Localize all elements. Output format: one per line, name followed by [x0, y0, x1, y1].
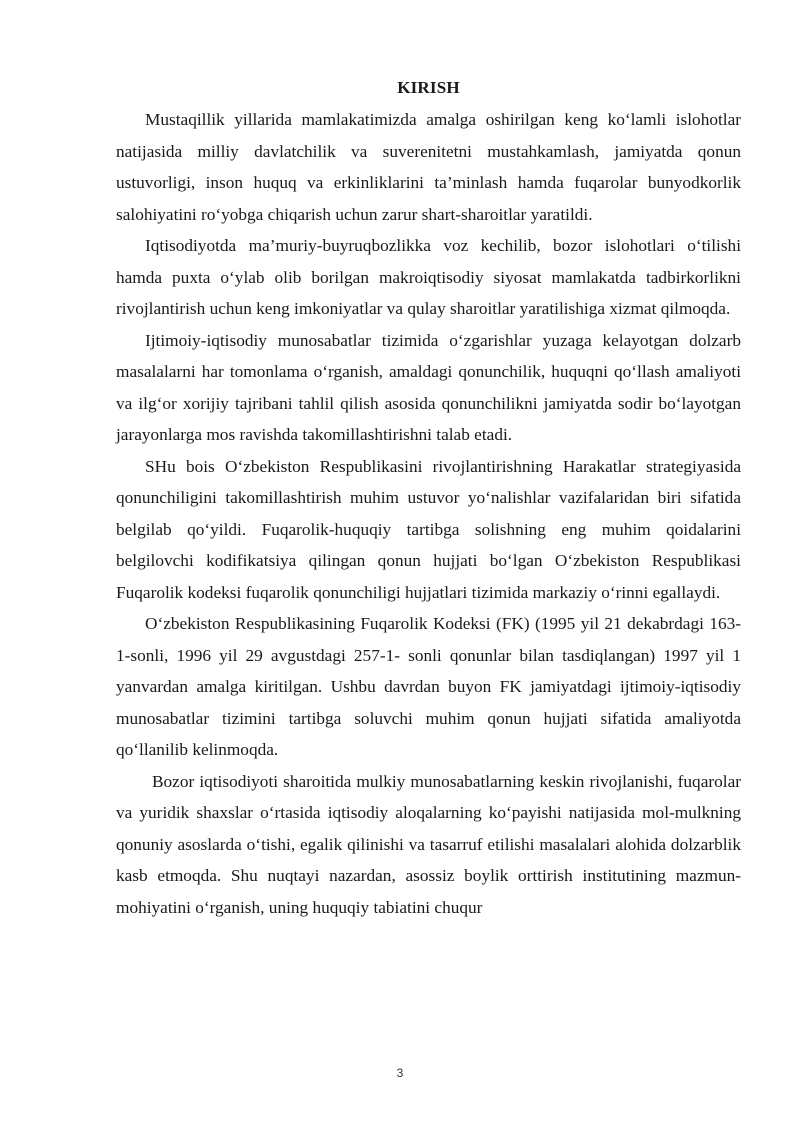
- paragraph-2: Iqtisodiyotda ma’muriy-buyruqbozlikka voz kechilib, bozor islohotlari o‘tilishi hamda puxta o‘ylab olib borilgan makroiqtisodiy siyosat mamlakatda tadbirkorlikni rivojlantirish uchun keng imkoniyatlar va qulay sharoitlar yaratilishiga xizmat qilmoqda.: [116, 236, 741, 318]
- document-page: [116, 76, 741, 923]
- paragraph-3: Ijtimoiy-iqtisodiy munosabatlar tizimida o‘zgarishlar yuzaga kelayotgan dolzarb masalalarni har tomonlama o‘rganish, amaldagi qonunchilik, huquqni qo‘llash amaliyoti va ilg‘or xorijiy tajribani tahlil qilish asosida qonunchilikni jamiyatda sodir bo‘layotgan jarayonlarga mos ravishda takomillashtirishni talab etadi.: [116, 330, 741, 444]
- paragraph-4: SHu bois O‘zbekiston Respublikasini rivojlantirishning Harakatlar strategiyasida qonunchiligini takomillashtirish muhim ustuvor yo‘nalishlar vazifalaridan biri sifatida belgilab qo‘yildi. Fuqarolik-huquqiy tartibga solishning eng muhim qoidalarini belgilovchi kodifikatsiya qilingan qonun hujjati bo‘lgan O‘zbekiston Respublikasi Fuqarolik kodeksi fuqarolik qonunchiligi hujjatlari tizimida markaziy o‘rinni egallaydi.: [116, 456, 741, 602]
- paragraph-1: Mustaqillik yillarida mamlakatimizda amalga oshirilgan keng ko‘lamli islohotlar natijasida milliy davlatchilik va suverenitetni mustahkamlash, jamiyatda qonun ustuvorligi, inson huquq va erkinliklarini ta’minlash hamda fuqarolar bunyodkorlik salohiyatini ro‘yobga chiqarish uchun zarur shart-sharoitlar yaratildi.: [116, 110, 741, 224]
- section-title: KIRISH: [397, 78, 460, 97]
- paragraph-6: Bozor iqtisodiyoti sharoitida mulkiy munosabatlarning keskin rivojlanishi, fuqarolar va yuridik shaxslar o‘rtasida iqtisodiy aloqalarning ko‘payishi natijasida mol-mulkning qonuniy asoslarda o‘tishi, egalik qilinishi va tasarruf etilishi masalalari alohida dolzarblik kasb etmoqda. Shu nuqtayi nazardan, asossiz boylik orttirish institutining mazmun-mohiyatini o‘rganish, uning huquqiy tabiatini chuqur: [116, 771, 741, 917]
- paragraph-5: O‘zbekiston Respublikasining Fuqarolik Kodeksi (FK) (1995 yil 21 dekabrdagi 163-1-sonli, 1996 yil 29 avgustdagi 257-1- sonli qonunlar bilan tasdiqlangan) 1997 yil 1 yanvardan amalga kiritilgan. Ushbu davrdan buyon FK jamiyatdagi ijtimoiy-iqtisodiy munosabatlar tizimini tartibga soluvchi muhim qonun hujjati sifatida amaliyotda qo‘llanilib kelinmoqda.: [116, 614, 741, 759]
- page-number: 3: [396, 1066, 404, 1080]
